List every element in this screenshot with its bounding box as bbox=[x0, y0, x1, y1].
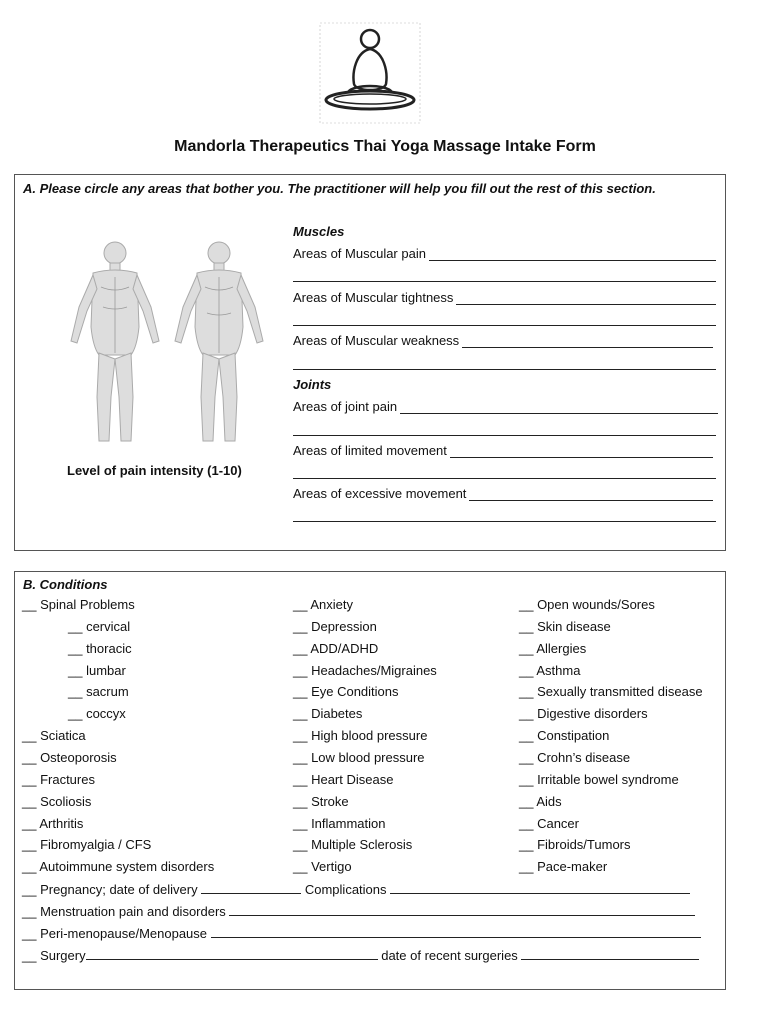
condition-item[interactable]: __ Digestive disorders bbox=[519, 706, 648, 722]
limited-movement-line-2[interactable] bbox=[293, 478, 716, 479]
complications-line[interactable] bbox=[390, 881, 690, 894]
condition-item[interactable]: __ Diabetes bbox=[293, 706, 363, 722]
menstruation-label: __ Menstruation pain and disorders bbox=[22, 904, 226, 919]
condition-item[interactable]: __ cervical bbox=[68, 618, 131, 634]
condition-item[interactable]: __ Multiple Sclerosis bbox=[293, 837, 413, 853]
section-a-heading: A. Please circle any areas that bother you. The practitioner will help you fill out the rest of this section. bbox=[23, 181, 656, 196]
excessive-movement-label: Areas of excessive movement bbox=[293, 486, 467, 501]
section-b-box bbox=[14, 571, 726, 990]
muscular-tightness-line-2[interactable] bbox=[293, 325, 716, 326]
muscular-weakness-line[interactable] bbox=[462, 335, 713, 348]
condition-item[interactable]: __ Sciatica bbox=[22, 728, 86, 744]
condition-item[interactable]: __ Eye Conditions bbox=[293, 684, 399, 700]
excessive-movement-line[interactable] bbox=[469, 488, 713, 501]
muscular-weakness-field[interactable] bbox=[293, 333, 713, 348]
condition-item[interactable]: __ Scoliosis bbox=[22, 793, 92, 809]
pregnancy-label: __ Pregnancy; date of delivery bbox=[22, 882, 198, 897]
condition-item[interactable]: __ sacrum bbox=[68, 684, 129, 700]
muscular-pain-label: Areas of Muscular pain bbox=[293, 246, 426, 261]
condition-item[interactable]: __ High blood pressure bbox=[293, 728, 428, 744]
menopause-label: __ Peri-menopause/Menopause bbox=[22, 926, 208, 941]
muscular-pain-field[interactable] bbox=[293, 246, 716, 261]
pain-level-label: Level of pain intensity (1-10) bbox=[67, 463, 242, 478]
condition-item[interactable]: __ Stroke bbox=[293, 793, 349, 809]
condition-item[interactable]: __ Osteoporosis bbox=[22, 749, 117, 765]
condition-item[interactable]: __ thoracic bbox=[68, 640, 132, 656]
condition-item[interactable]: __ coccyx bbox=[68, 706, 126, 722]
muscles-heading: Muscles bbox=[293, 224, 345, 239]
condition-item[interactable]: __ Headaches/Migraines bbox=[293, 662, 437, 678]
muscular-tightness-line[interactable] bbox=[456, 292, 716, 305]
surgery-row[interactable] bbox=[22, 947, 699, 963]
limited-movement-field[interactable] bbox=[293, 443, 713, 458]
condition-item[interactable]: __ Low blood pressure bbox=[293, 749, 425, 765]
condition-item[interactable]: __ Open wounds/Sores bbox=[519, 597, 655, 612]
condition-item[interactable]: __ Arthritis bbox=[22, 815, 84, 831]
complications-label: Complications bbox=[304, 882, 387, 897]
form-title: Mandorla Therapeutics Thai Yoga Massage Intake Form bbox=[174, 138, 596, 155]
condition-item[interactable]: __ Heart Disease bbox=[293, 771, 394, 787]
muscular-pain-line-2[interactable] bbox=[293, 281, 716, 282]
muscular-weakness-line-2[interactable] bbox=[293, 369, 716, 370]
excessive-movement-line-2[interactable] bbox=[293, 521, 716, 522]
condition-item[interactable]: __ Vertigo bbox=[293, 859, 352, 875]
condition-item[interactable]: __ Allergies bbox=[519, 640, 587, 656]
condition-item[interactable]: __ Asthma bbox=[519, 662, 581, 678]
pregnancy-row[interactable] bbox=[22, 881, 690, 897]
muscular-pain-line[interactable] bbox=[429, 248, 716, 261]
excessive-movement-field[interactable] bbox=[293, 486, 713, 501]
recent-surgeries-line[interactable] bbox=[521, 947, 699, 960]
condition-item[interactable]: __ Skin disease bbox=[519, 618, 611, 634]
joint-pain-line-2[interactable] bbox=[293, 435, 716, 436]
condition-item[interactable]: __ Autoimmune system disorders bbox=[22, 859, 215, 875]
joint-pain-label: Areas of joint pain bbox=[293, 399, 398, 414]
menopause-row[interactable] bbox=[22, 925, 701, 941]
condition-item[interactable]: __ Pace-maker bbox=[519, 859, 608, 875]
condition-item[interactable]: __ Constipation bbox=[519, 728, 610, 744]
menopause-line[interactable] bbox=[211, 925, 701, 938]
joints-heading: Joints bbox=[293, 377, 332, 392]
condition-item[interactable]: __ Sexually transmitted disease bbox=[519, 684, 703, 700]
condition-item[interactable]: __ Inflammation bbox=[293, 815, 386, 831]
muscular-weakness-label: Areas of Muscular weakness bbox=[293, 333, 460, 348]
muscular-tightness-label: Areas of Muscular tightness bbox=[293, 290, 454, 305]
condition-item[interactable]: __ lumbar bbox=[68, 662, 126, 678]
condition-item[interactable]: __ Crohn’s disease bbox=[519, 749, 631, 765]
muscular-tightness-field[interactable] bbox=[293, 290, 716, 305]
section-a-box bbox=[14, 174, 726, 551]
condition-item[interactable]: __ Spinal Problems bbox=[22, 597, 135, 612]
limited-movement-line[interactable] bbox=[450, 445, 713, 458]
condition-item[interactable]: __ Cancer bbox=[519, 815, 579, 831]
section-b-heading: B. Conditions bbox=[23, 577, 108, 592]
condition-item[interactable]: __ Fibroids/Tumors bbox=[519, 837, 631, 853]
recent-surgeries-label: date of recent surgeries bbox=[381, 948, 518, 963]
delivery-date-line[interactable] bbox=[201, 881, 301, 894]
condition-item[interactable]: __ Fractures bbox=[22, 771, 95, 787]
condition-item[interactable]: __ Aids bbox=[519, 793, 562, 809]
menstruation-line[interactable] bbox=[229, 903, 695, 916]
meditating-figure-logo bbox=[318, 22, 422, 126]
joint-pain-field[interactable] bbox=[293, 399, 718, 414]
joint-pain-line[interactable] bbox=[400, 401, 718, 414]
surgery-label: __ Surgery bbox=[22, 948, 86, 963]
condition-item[interactable]: __ ADD/ADHD bbox=[293, 640, 379, 656]
condition-item[interactable]: __ Anxiety bbox=[293, 597, 353, 612]
condition-item[interactable]: __ Depression bbox=[293, 618, 377, 634]
menstruation-row[interactable] bbox=[22, 903, 695, 919]
condition-item[interactable]: __ Fibromyalgia / CFS bbox=[22, 837, 152, 853]
limited-movement-label: Areas of limited movement bbox=[293, 443, 447, 458]
condition-item[interactable]: __ Irritable bowel syndrome bbox=[519, 771, 679, 787]
surgery-line[interactable] bbox=[86, 947, 378, 960]
body-diagram-icon[interactable] bbox=[53, 237, 281, 453]
